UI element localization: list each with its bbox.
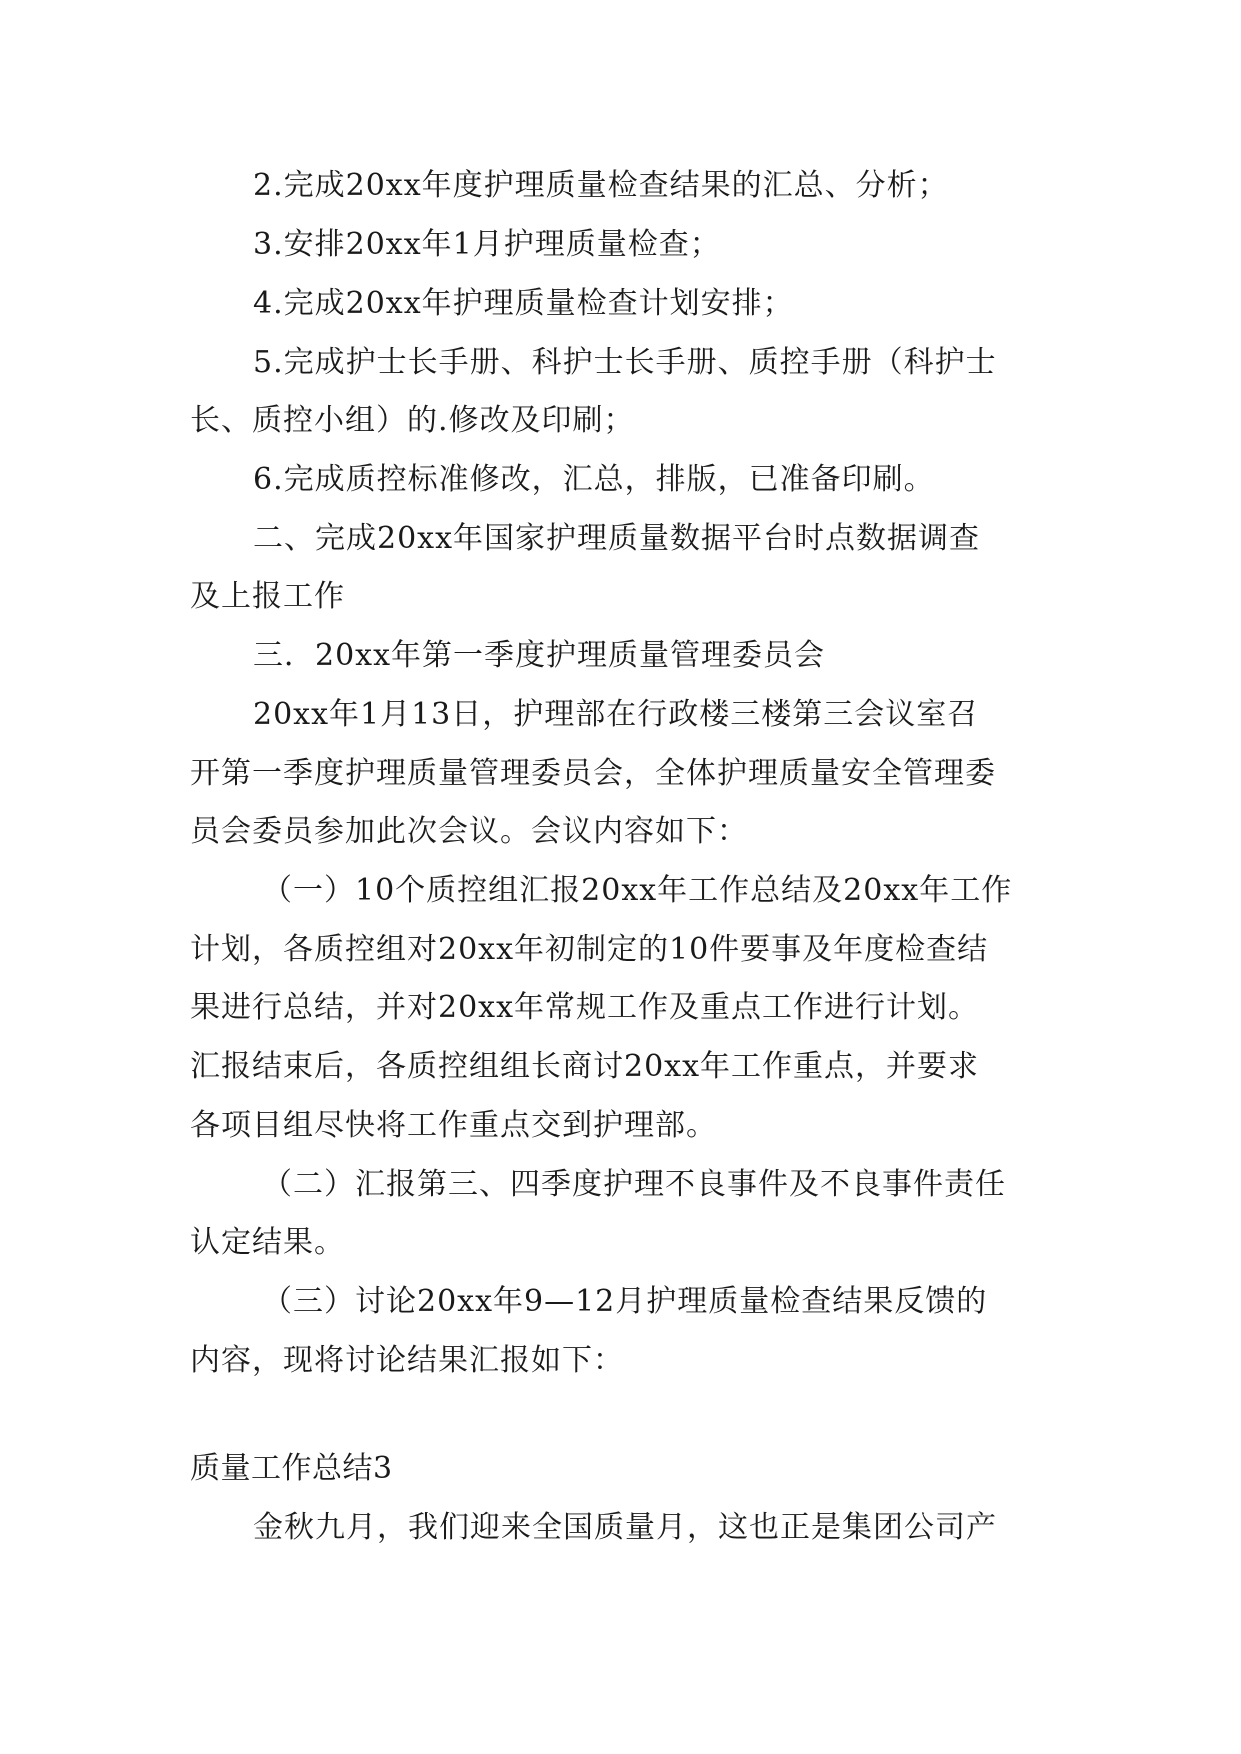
paragraph-line: 2.完成20xx年度护理质量检查结果的汇总、分析；: [253, 168, 949, 203]
paragraph-line: （一）10个质控组汇报20xx年工作总结及20xx年工作: [262, 873, 1013, 908]
paragraph-line: 汇报结束后，各质控组组长商讨20xx年工作重点，并要求: [190, 1049, 980, 1084]
paragraph-line: 长、质控小组）的.修改及印刷；: [190, 403, 635, 438]
paragraph-line: 认定结果。: [190, 1225, 345, 1260]
paragraph-line: 三．20xx年第一季度护理质量管理委员会: [253, 638, 826, 673]
paragraph-line: 20xx年1月13日，护理部在行政楼三楼第三会议室召: [253, 697, 979, 732]
section-heading: 质量工作总结3: [190, 1451, 393, 1486]
paragraph-line: 二、完成20xx年国家护理质量数据平台时点数据调查: [253, 521, 981, 556]
paragraph-line: 6.完成质控标准修改，汇总，排版，已准备印刷。: [253, 462, 935, 497]
paragraph-line: （三）讨论20xx年9—12月护理质量检查结果反馈的: [262, 1284, 988, 1319]
paragraph-line: 果进行总结，并对20xx年常规工作及重点工作进行计划。: [190, 990, 980, 1025]
paragraph-line: 开第一季度护理质量管理委员会，全体护理质量安全管理委: [190, 756, 996, 791]
paragraph-line: 4.完成20xx年护理质量检查计划安排；: [253, 286, 794, 321]
paragraph-line: 及上报工作: [190, 579, 345, 614]
paragraph-line: 员会委员参加此次会议。会议内容如下：: [190, 814, 748, 849]
paragraph-line: 5.完成护士长手册、科护士长手册、质控手册（科护士: [253, 345, 997, 380]
paragraph-line: 金秋九月，我们迎来全国质量月，这也正是集团公司产: [253, 1510, 997, 1545]
paragraph-line: 3.安排20xx年1月护理质量检查；: [253, 227, 721, 262]
paragraph-line: 计划，各质控组对20xx年初制定的10件要事及年度检查结: [190, 932, 989, 967]
paragraph-line: 各项目组尽快将工作重点交到护理部。: [190, 1108, 717, 1143]
paragraph-line: 内容，现将讨论结果汇报如下：: [190, 1343, 624, 1378]
paragraph-line: （二）汇报第三、四季度护理不良事件及不良事件责任: [262, 1167, 1006, 1202]
